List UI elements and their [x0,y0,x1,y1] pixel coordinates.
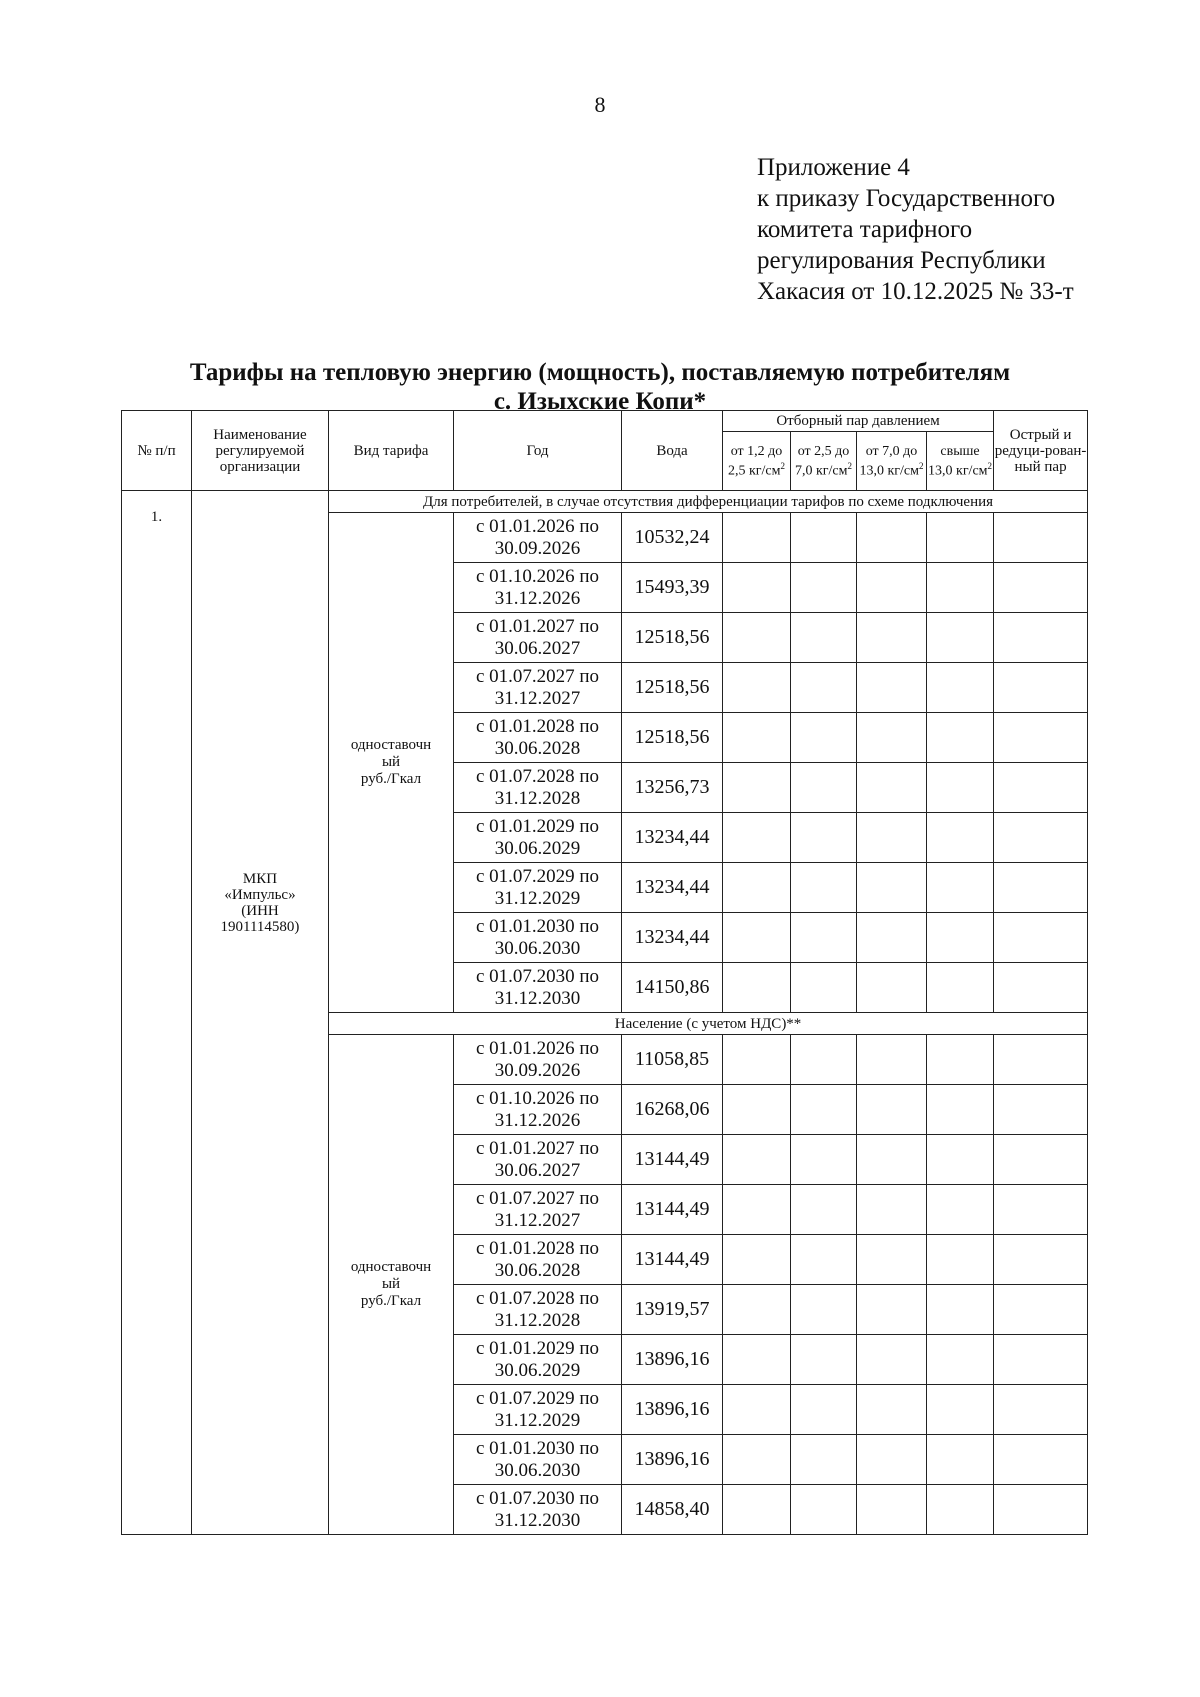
steam-1-cell [723,613,791,663]
period-line: 30.06.2028 [494,1259,581,1281]
period-line: 31.12.2026 [494,1109,581,1131]
header-vid: Вид тарифа [329,411,454,491]
period-cell [454,963,622,1013]
tariff-type-line: одноставочн [350,1259,432,1275]
steam-2-cell [791,713,857,763]
steam-3-cell [857,1085,927,1135]
sharp-steam-cell [994,513,1088,563]
title-line: Тарифы на тепловую энергию (мощность), поставляемую потребителям [189,359,1011,386]
tariff-table [121,410,1088,1535]
steam-4-cell [927,963,994,1013]
steam-3-cell [857,1385,927,1435]
steam-4-cell [927,613,994,663]
steam-3-cell [857,563,927,613]
steam-4-cell [927,1435,994,1485]
appendix-line: комитета тарифного [757,216,973,243]
title-line: с. Изыхские Копи* [493,388,707,415]
period-line: с 01.10.2026 по [475,565,600,587]
water-tariff-value: 15493,39 [622,563,723,613]
period-line: 30.06.2027 [494,1159,581,1181]
water-tariff-value: 16268,06 [622,1085,723,1135]
sharp-steam-cell [994,1285,1088,1335]
steam-2-cell [791,1235,857,1285]
steam-2-cell [791,1085,857,1135]
sharp-steam-cell [994,1135,1088,1185]
steam-4-cell [927,663,994,713]
period-cell [454,613,622,663]
period-line: с 01.07.2030 по [475,1487,600,1509]
period-line: с 01.01.2030 по [475,915,600,937]
steam-2-cell [791,1385,857,1435]
period-cell [454,1335,622,1385]
water-tariff-value: 10532,24 [622,513,723,563]
sharp-steam-cell [994,663,1088,713]
steam-2-cell [791,913,857,963]
steam-2-cell [791,963,857,1013]
sharp-steam-cell [994,1485,1088,1535]
organization-name-line: (ИНН [241,903,279,919]
header-pressure-1: от 1,2 до 2,5 $кг/см^2$ [723,432,791,491]
header-sharp-steam: Острый и редуци-рован-ный пар [994,411,1088,491]
period-line: с 01.07.2028 по [475,1287,600,1309]
steam-3-cell [857,1035,927,1085]
steam-1-cell [723,863,791,913]
steam-4-cell [927,513,994,563]
period-line: 31.12.2027 [494,687,581,709]
tariff-type [329,513,454,1013]
period-cell [454,1485,622,1535]
steam-1-cell [723,1085,791,1135]
steam-1-cell [723,1335,791,1385]
water-tariff-value: 12518,56 [622,613,723,663]
steam-4-cell [927,1335,994,1385]
steam-1-cell [723,813,791,863]
period-cell [454,813,622,863]
period-line: 30.06.2030 [494,1459,581,1481]
steam-3-cell [857,763,927,813]
row-number: 1. [122,491,192,1535]
steam-3-cell [857,1335,927,1385]
steam-1-cell [723,1485,791,1535]
water-tariff-value: 13919,57 [622,1285,723,1335]
steam-2-cell [791,1135,857,1185]
steam-2-cell [791,1335,857,1385]
steam-4-cell [927,1035,994,1085]
period-line: 30.06.2030 [494,937,581,959]
appendix-line: к приказу Государственного [757,185,1056,212]
water-tariff-value: 14150,86 [622,963,723,1013]
period-line: 31.12.2029 [494,1409,581,1431]
period-cell [454,513,622,563]
steam-2-cell [791,1185,857,1235]
water-tariff-value: 12518,56 [622,663,723,713]
period-cell [454,1035,622,1085]
steam-1-cell [723,713,791,763]
period-cell [454,913,622,963]
header-year: Год [454,411,622,491]
organization-name-line: МКП [242,871,278,887]
steam-3-cell [857,1285,927,1335]
steam-2-cell [791,1285,857,1335]
water-tariff-value: 13144,49 [622,1185,723,1235]
sharp-steam-cell [994,613,1088,663]
steam-1-cell [723,563,791,613]
steam-3-cell [857,1485,927,1535]
steam-4-cell [927,1235,994,1285]
steam-3-cell [857,813,927,863]
tariff-type-line: руб./Гкал [360,1293,422,1309]
water-tariff-value: 12518,56 [622,713,723,763]
sharp-steam-cell [994,563,1088,613]
steam-1-cell [723,513,791,563]
steam-1-cell [723,963,791,1013]
period-line: с 01.07.2029 по [475,1387,600,1409]
steam-1-cell [723,913,791,963]
period-cell [454,663,622,713]
period-line: с 01.10.2026 по [475,1087,600,1109]
period-line: с 01.01.2029 по [475,815,600,837]
steam-4-cell [927,1485,994,1535]
steam-2-cell [791,563,857,613]
period-line: с 01.01.2027 по [475,615,600,637]
period-cell [454,1135,622,1185]
appendix-line: регулирования Республики [757,247,1046,274]
page-number: 8 [594,92,606,117]
period-line: 30.06.2027 [494,637,581,659]
water-tariff-value: 13896,16 [622,1335,723,1385]
period-line: 30.06.2028 [494,737,581,759]
steam-4-cell [927,1285,994,1335]
steam-4-cell [927,1185,994,1235]
period-line: с 01.07.2027 по [475,665,600,687]
steam-2-cell [791,1035,857,1085]
steam-2-cell [791,863,857,913]
period-line: 30.06.2029 [494,837,581,859]
section-title: Население (с учетом НДС)** [329,1013,1088,1035]
steam-4-cell [927,1135,994,1185]
header-water: Вода [622,411,723,491]
water-tariff-value: 13234,44 [622,913,723,963]
header-pressure-4: свыше 13,0 $кг/см^2$ [927,432,994,491]
steam-3-cell [857,963,927,1013]
steam-1-cell [723,663,791,713]
steam-3-cell [857,613,927,663]
steam-2-cell [791,663,857,713]
steam-4-cell [927,563,994,613]
period-line: с 01.01.2026 по [475,1037,600,1059]
sharp-steam-cell [994,1335,1088,1385]
sharp-steam-cell [994,1085,1088,1135]
sharp-steam-cell [994,1435,1088,1485]
period-line: 31.12.2029 [494,887,581,909]
steam-4-cell [927,763,994,813]
section-title: Для потребителей, в случае отсутствия дифференциации тарифов по схеме подключения [329,491,1088,513]
organization-name-line: «Импульс» [224,887,296,903]
header-steam: Отборный пар давлением [723,411,994,432]
steam-1-cell [723,1035,791,1085]
period-line: с 01.07.2030 по [475,965,600,987]
steam-3-cell [857,513,927,563]
steam-2-cell [791,763,857,813]
period-line: 31.12.2027 [494,1209,581,1231]
period-line: с 01.01.2029 по [475,1337,600,1359]
header-num: № п/п [122,411,192,491]
header-pressure-3: от 7,0 до 13,0 $кг/см^2$ [857,432,927,491]
steam-4-cell [927,1385,994,1435]
period-line: с 01.07.2029 по [475,865,600,887]
water-tariff-value: 13256,73 [622,763,723,813]
period-line: 31.12.2026 [494,587,581,609]
water-tariff-value: 13234,44 [622,813,723,863]
organization-name [192,491,329,1535]
appendix-block [757,152,1074,307]
steam-3-cell [857,663,927,713]
steam-3-cell [857,913,927,963]
water-tariff-value: 14858,40 [622,1485,723,1535]
period-line: с 01.01.2026 по [475,515,600,537]
steam-2-cell [791,1435,857,1485]
water-tariff-value: 11058,85 [622,1035,723,1085]
steam-3-cell [857,1235,927,1285]
appendix-line: Приложение 4 [757,154,910,181]
sharp-steam-cell [994,1385,1088,1435]
period-line: 31.12.2030 [494,987,581,1009]
steam-2-cell [791,613,857,663]
steam-1-cell [723,763,791,813]
sharp-steam-cell [994,1035,1088,1085]
period-cell [454,713,622,763]
period-line: с 01.01.2028 по [475,715,600,737]
period-cell [454,1235,622,1285]
sharp-steam-cell [994,763,1088,813]
steam-1-cell [723,1435,791,1485]
sharp-steam-cell [994,913,1088,963]
period-line: 30.09.2026 [494,1059,581,1081]
period-line: с 01.07.2027 по [475,1187,600,1209]
steam-3-cell [857,1185,927,1235]
steam-4-cell [927,863,994,913]
period-cell [454,863,622,913]
period-cell [454,1435,622,1485]
period-line: с 01.01.2028 по [475,1237,600,1259]
header-org: Наименование регулируемой организации [192,411,329,491]
period-cell [454,1185,622,1235]
steam-4-cell [927,713,994,763]
water-tariff-value: 13234,44 [622,863,723,913]
organization-name-line: 1901114580) [220,919,300,935]
steam-4-cell [927,913,994,963]
sharp-steam-cell [994,1185,1088,1235]
steam-1-cell [723,1135,791,1185]
steam-1-cell [723,1235,791,1285]
steam-1-cell [723,1385,791,1435]
sharp-steam-cell [994,1235,1088,1285]
tariff-type-line: руб./Гкал [360,771,422,787]
water-tariff-value: 13144,49 [622,1135,723,1185]
steam-3-cell [857,1135,927,1185]
tariff-type [329,1035,454,1535]
steam-4-cell [927,813,994,863]
period-line: с 01.01.2030 по [475,1437,600,1459]
tariff-type-line: ый [381,1276,401,1292]
period-line: 31.12.2028 [494,1309,581,1331]
tariff-type-line: одноставочн [350,737,432,753]
steam-2-cell [791,813,857,863]
period-cell [454,763,622,813]
sharp-steam-cell [994,813,1088,863]
steam-2-cell [791,1485,857,1535]
steam-2-cell [791,513,857,563]
period-cell [454,1385,622,1435]
steam-4-cell [927,1085,994,1135]
steam-1-cell [723,1185,791,1235]
water-tariff-value: 13144,49 [622,1235,723,1285]
sharp-steam-cell [994,713,1088,763]
period-line: с 01.01.2027 по [475,1137,600,1159]
section-row [122,491,1088,513]
steam-1-cell [723,1285,791,1335]
steam-3-cell [857,863,927,913]
appendix-line: Хакасия от 10.12.2025 № 33-т [757,278,1074,305]
steam-3-cell [857,1435,927,1485]
period-cell [454,563,622,613]
period-line: 31.12.2028 [494,787,581,809]
period-line: 30.06.2029 [494,1359,581,1381]
water-tariff-value: 13896,16 [622,1385,723,1435]
document-title [0,358,1200,416]
period-line: 30.09.2026 [494,537,581,559]
header-pressure-2: от 2,5 до 7,0 $кг/см^2$ [791,432,857,491]
water-tariff-value: 13896,16 [622,1435,723,1485]
tariff-type-line: ый [381,754,401,770]
steam-3-cell [857,713,927,763]
period-cell [454,1285,622,1335]
sharp-steam-cell [994,863,1088,913]
period-line: 31.12.2030 [494,1509,581,1531]
period-line: с 01.07.2028 по [475,765,600,787]
sharp-steam-cell [994,963,1088,1013]
period-cell [454,1085,622,1135]
